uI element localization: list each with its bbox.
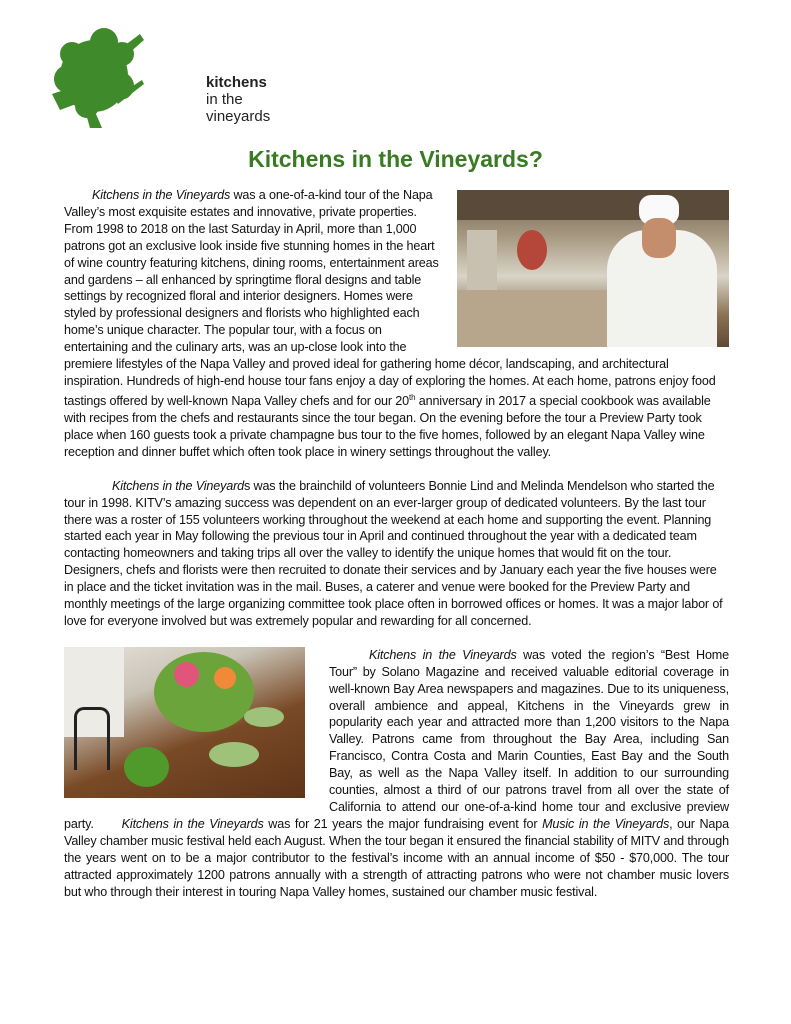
table-setting-photo xyxy=(64,647,305,798)
logo-line-1: kitchens xyxy=(206,74,267,91)
italic-title: Kitchens in the Vineyards xyxy=(92,188,231,202)
article-body xyxy=(64,187,729,900)
text: was voted the region’s “Best Home Tour” by Solano Magazine and received valuable editorial coverage in well-known Bay Area newspapers and magazines. Due to its uniqueness, overall ambience and appeal, Kitchens in the Vineyards grew in popularity each year and attracted more than 1,200 visitors to the Napa Valley. Patrons came from throughout the Bay Area, including San Francisco, Contra Costa and Marin Counties, East Bay and the South Bay, as well as the Napa Valley itself. In addition to our surrounding counties, almost a third of our patrons travel from all over the state of California to attend our one-of-a-kind home tour and exclusive preview party. xyxy=(64,647,730,831)
text: anniversary in 2017 a special cookbook was available with recipes from the chefs and restaurants since the tour began. On the evening before the tour a Preview Party took place when 160 guests took a private champagne bus tour to the five homes, followed by an elegant Napa Valley wine reception and dinner buffet which often took place in winery settings throughout the valley. xyxy=(64,394,711,459)
text: was a one-of-a-kind tour of the Napa Valley’s most exquisite estates and innovative, private properties. From 1998 to 2018 on the last Saturday in April, more than 1,000 patrons got an exclusive look inside five stunning homes in the heart of wine country featuring kitchens, dining rooms, entertainment areas and gardens – all enhanced by springtime floral designs and table settings by recognized floral and interior designers. Homes were styled by professional designers and florists who highlighted each home’s unique character. The popular tour, with a focus on entertaining and the culinary arts, was an up-close look into the premiere lifestyles of the Napa Valley and proved ideal for gathering home décor, landscaping, and architectural inspiration. Hundreds of high-end house tour fans enjoy a day of exploring the homes. At each home, patrons enjoy food tastings offered by well-known Napa Valley chefs and for our 20 xyxy=(64,188,716,409)
logo-line-2: in the xyxy=(206,91,243,108)
paragraph-2 xyxy=(64,478,729,630)
italic-title: Kitchens in the Vineyard xyxy=(112,478,244,493)
italic-title: Kitchens in the Vineyards xyxy=(121,816,264,831)
logo-line-3: vineyards xyxy=(206,108,271,125)
chef-photo xyxy=(457,190,729,347)
paragraph-3 xyxy=(64,647,729,901)
italic-festival-name: Music in the Vineyards xyxy=(542,816,670,831)
logo-wordmark xyxy=(206,74,270,125)
page-title: Kitchens in the Vineyards? xyxy=(248,146,543,172)
logo xyxy=(42,24,271,134)
italic-title: Kitchens in the Vineyards xyxy=(369,647,517,662)
text: , our Napa Valley chamber music festival held each August. When the tour began it ensured the financial stability of MITV and through the years went on to be a major contributor to the festival’s income with an annual income of $50 - $70,000. The tour attracted approximately 1200 patrons annually with a strength of attracting patrons who were not chamber music lovers but who through their interest in touring Napa Valley homes, sustained our chamber music festival. xyxy=(64,816,729,899)
text: was for 21 years the major fundraising event for xyxy=(263,816,543,831)
superscript: th xyxy=(409,392,416,402)
logo-emblem-icon xyxy=(42,24,202,134)
text: s was the brainchild of volunteers Bonnie Lind and Melinda Mendelson who started the tour in 1998. KITV’s amazing success was dependent on an ever-larger group of dedicated volunteers. By the last tour there was a roster of 155 volunteers working throughout the weekend at each home and supporting the event. Planning started each year in May following the previous tour in April and continued throughout the year with a dedicated team contacting homeowners and taking trips all over the valley to identify the unique homes that would fit on the tour. Designers, chefs and florists were then recruited to donate their services and by January each year the five houses were in place and the ticket invitation was in the mail. Buses, a caterer and venue were booked for the Preview Party and monthly meetings of the large organizing committee took place often in borrowed offices or homes. It was a major labor of love for everyone involved but was extremely popular and rewarding for all concerned. xyxy=(64,478,723,628)
